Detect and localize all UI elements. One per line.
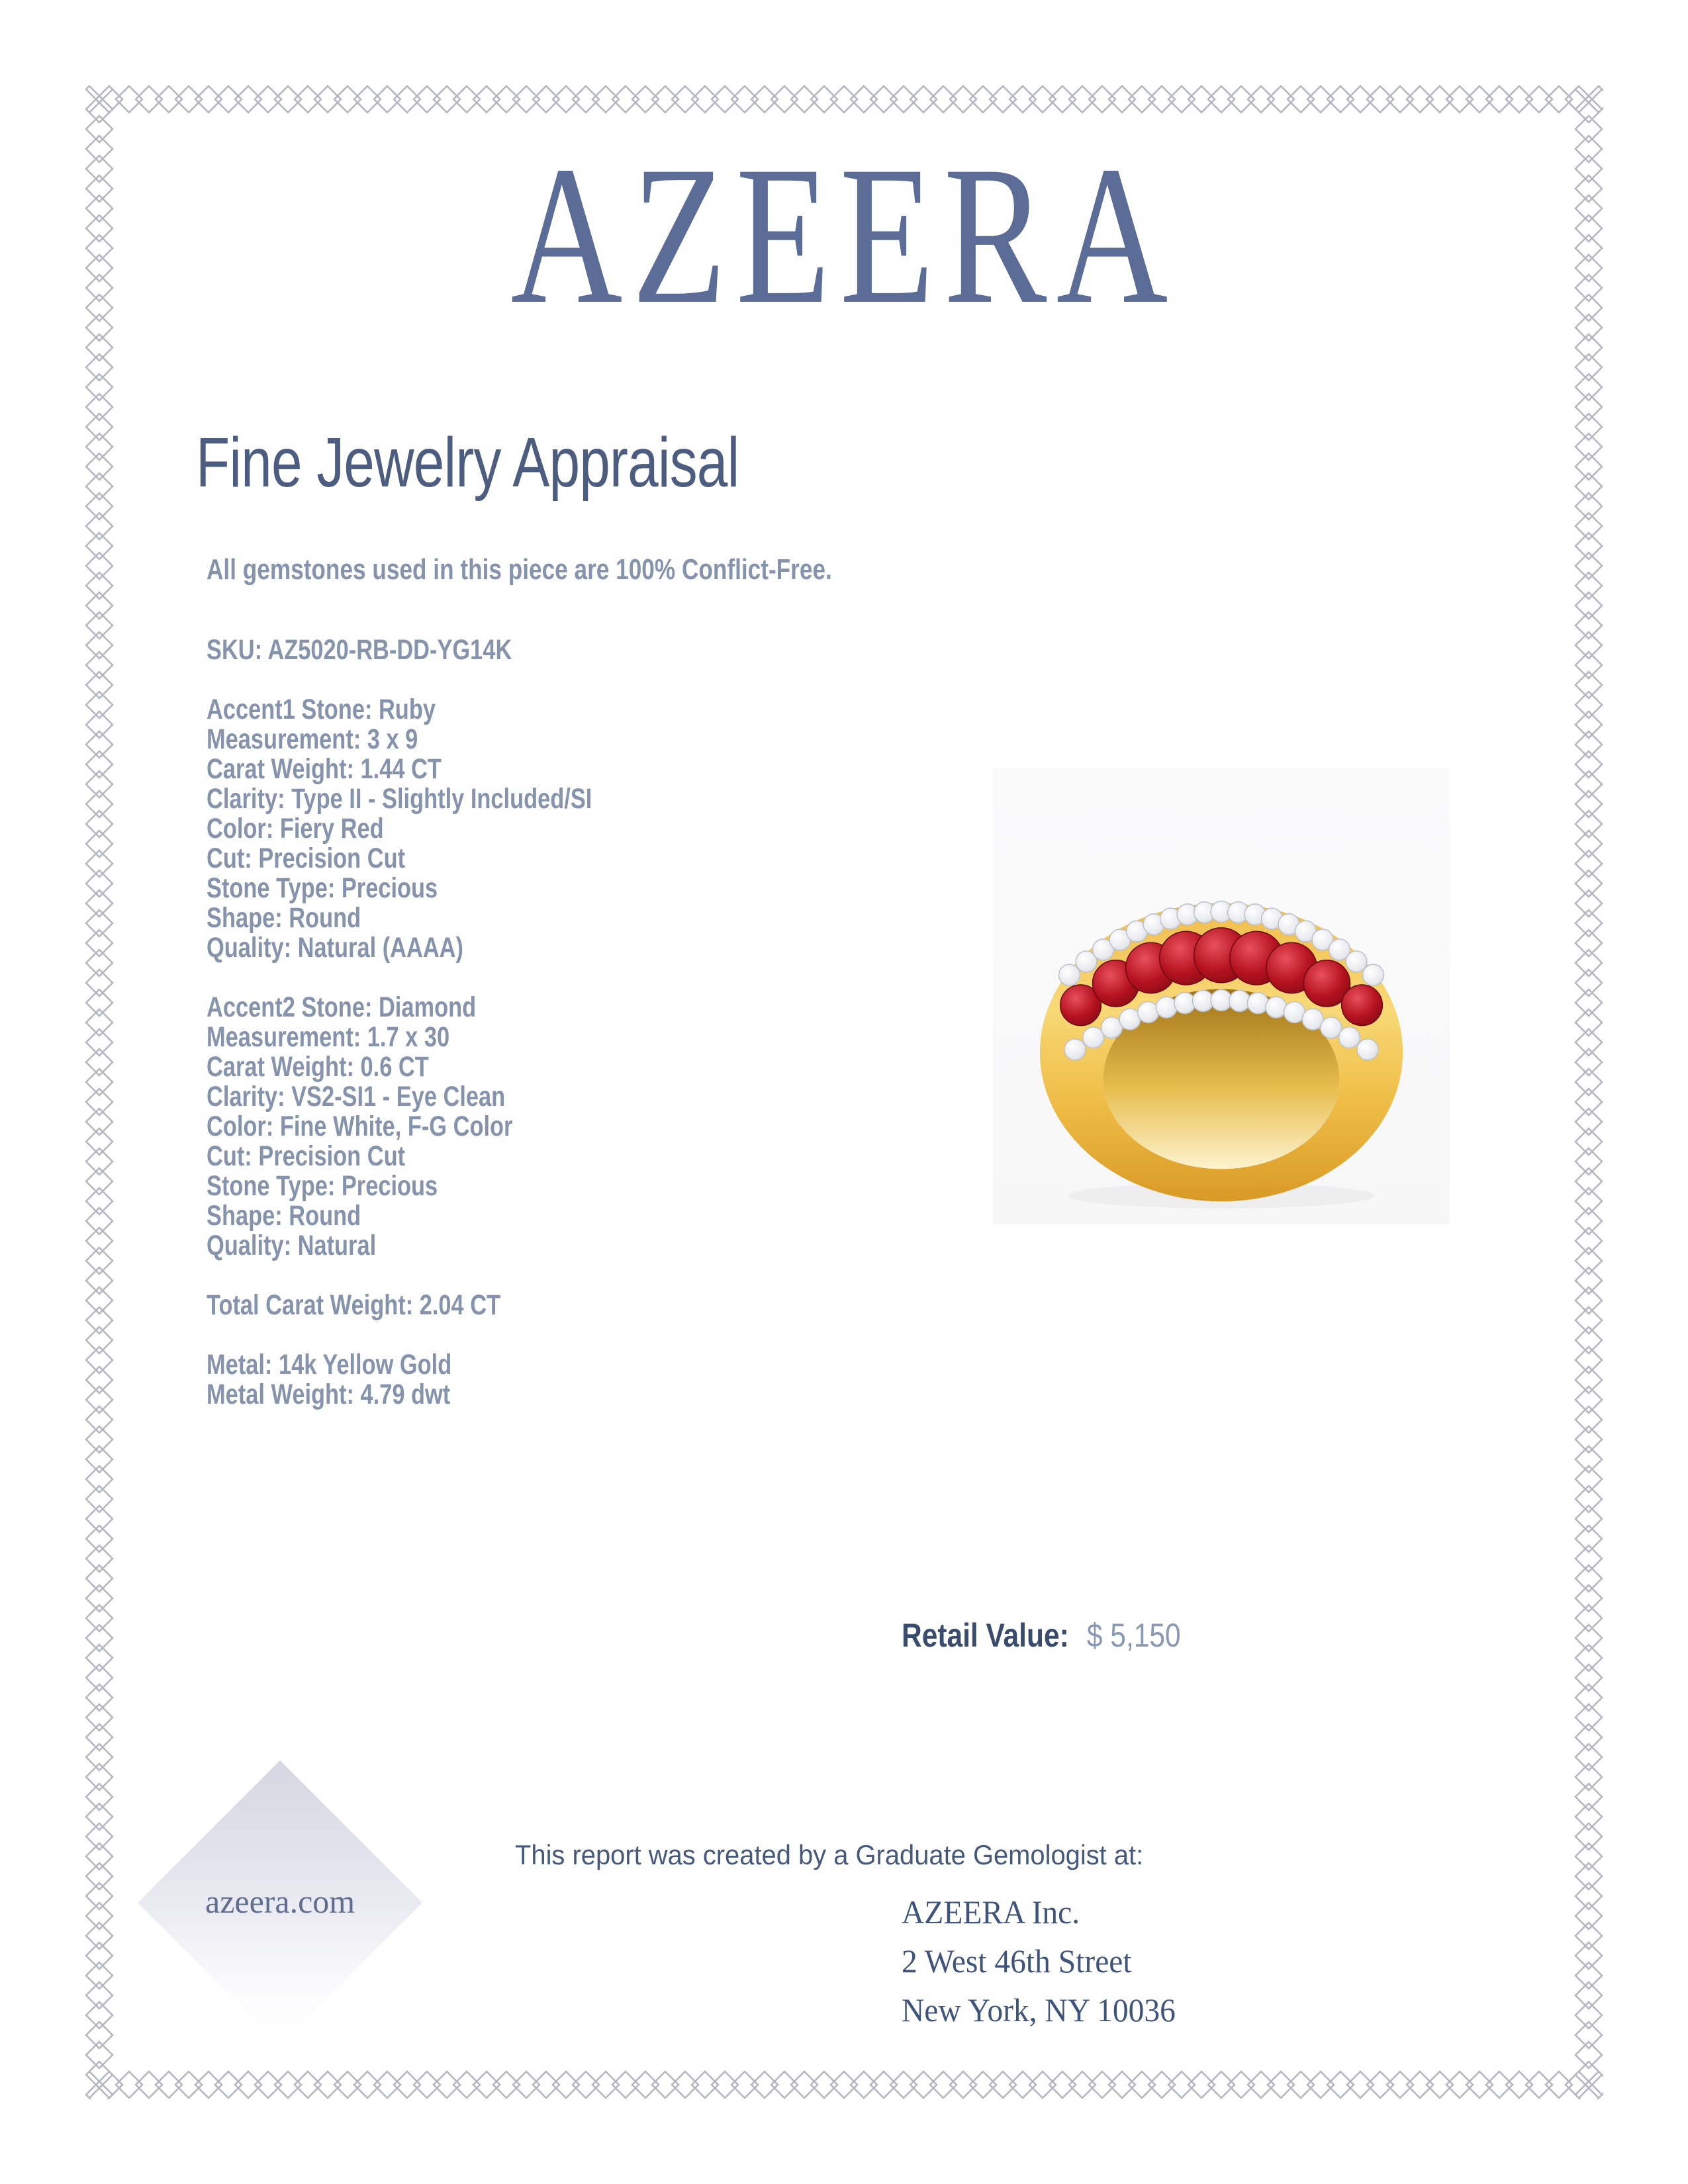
- detail-line: Quality: Natural (AAAA): [207, 932, 463, 964]
- company-city: New York, NY 10036: [902, 1991, 1176, 2028]
- detail-line: Cut: Precision Cut: [207, 1140, 406, 1172]
- detail-line: Clarity: VS2-SI1 - Eye Clean: [207, 1081, 506, 1113]
- appraisal-details: [207, 635, 592, 1410]
- conflict-free-note: All gemstones used in this piece are 100% Conflict-Free.: [207, 553, 832, 586]
- detail-line: Color: Fine White, F-G Color: [207, 1111, 513, 1142]
- brand-logo: AZEERA: [510, 125, 1178, 345]
- detail-line: Clarity: Type II - Slightly Included/SI: [207, 783, 592, 815]
- retail-value-label: Retail Value:: [902, 1617, 1069, 1654]
- detail-line: Accent1 Stone: Ruby: [207, 694, 436, 725]
- page-title: Fine Jewelry Appraisal: [196, 424, 739, 502]
- detail-line: Accent2 Stone: Diamond: [207, 991, 477, 1023]
- detail-line: Stone Type: Precious: [207, 872, 438, 904]
- detail-line: Metal Weight: 4.79 dwt: [207, 1379, 451, 1410]
- gemologist-note: This report was created by a Graduate Gemologist at:: [515, 1839, 1144, 1870]
- detail-line: Shape: Round: [207, 1200, 361, 1232]
- detail-line: Color: Fiery Red: [207, 813, 384, 844]
- detail-line: Cut: Precision Cut: [207, 842, 406, 874]
- retail-value-row: [902, 1619, 1181, 1652]
- retail-value-amount: $ 5,150: [1086, 1617, 1181, 1654]
- accent2-details: [207, 993, 592, 1261]
- company-name: AZEERA Inc.: [902, 1893, 1080, 1931]
- detail-line: Carat Weight: 0.6 CT: [207, 1051, 429, 1083]
- watermark-url: azeera.com: [205, 1883, 355, 1920]
- detail-line: Carat Weight: 1.44 CT: [207, 753, 442, 785]
- detail-line: Measurement: 3 x 9: [207, 723, 418, 755]
- detail-line: Stone Type: Precious: [207, 1170, 438, 1202]
- accent1-details: [207, 695, 592, 963]
- company-address: [902, 1888, 1176, 2034]
- company-street: 2 West 46th Street: [902, 1942, 1132, 1979]
- detail-line: Metal: 14k Yellow Gold: [207, 1349, 452, 1381]
- detail-line: Shape: Round: [207, 902, 361, 934]
- total-carat-line: Total Carat Weight: 2.04 CT: [207, 1289, 501, 1321]
- ring-image: [996, 771, 1446, 1221]
- detail-line: Quality: Natural: [207, 1230, 377, 1261]
- ring-photo: [993, 768, 1450, 1224]
- detail-line: Measurement: 1.7 x 30: [207, 1021, 450, 1053]
- metal-details: [207, 1350, 592, 1410]
- sku-line: SKU: AZ5020-RB-DD-YG14K: [207, 634, 512, 666]
